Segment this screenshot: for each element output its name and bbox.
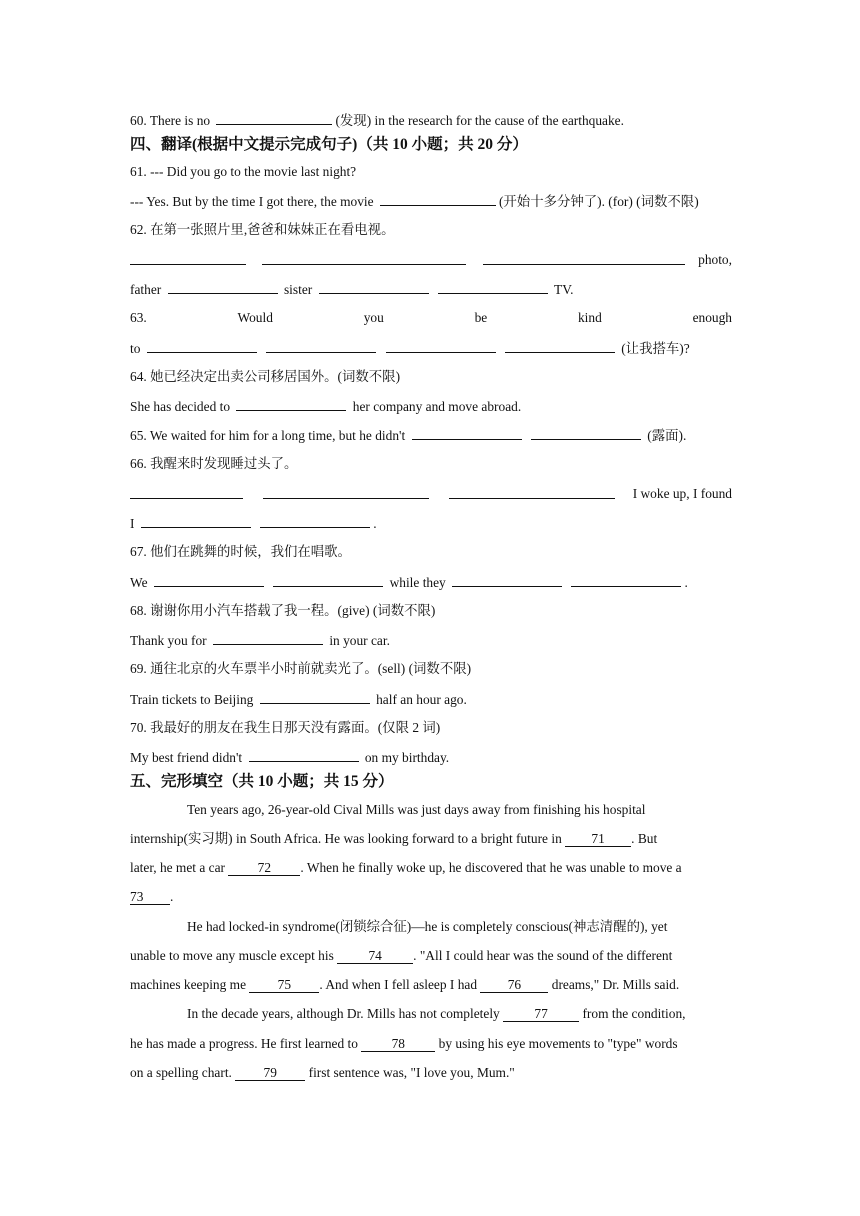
q64-blank[interactable] <box>236 397 346 411</box>
cloze-p1-line-3 <box>130 859 732 877</box>
cloze-p2-line-3 <box>130 976 732 994</box>
cloze-p3-line-1 <box>130 1005 732 1023</box>
cloze-text: first sentence was, "I love you, Mum." <box>308 1065 515 1080</box>
q66-blank-1[interactable] <box>130 485 243 499</box>
q70-post: on my birthday. <box>364 750 450 765</box>
cloze-blank-79[interactable]: 79 <box>235 1065 305 1081</box>
q68-post: in your car. <box>329 633 390 648</box>
q67-blank-4[interactable] <box>571 573 681 587</box>
q64-answer-line <box>130 397 732 416</box>
q66-line-2 <box>130 514 732 533</box>
cloze-blank-73[interactable]: 73 <box>130 889 170 905</box>
q63-hint: (让我搭车)? <box>621 341 690 356</box>
q63-blank-3[interactable] <box>386 339 496 353</box>
q63-blank-4[interactable] <box>505 339 615 353</box>
q67-answer-line <box>130 573 732 592</box>
q69-blank[interactable] <box>260 690 370 704</box>
cloze-p2-line-2 <box>130 947 732 965</box>
cloze-p1-line-2 <box>130 830 732 848</box>
q63-word-be: be <box>474 310 488 325</box>
q62-line-2 <box>130 280 732 299</box>
q70-chinese: 70. 我最好的朋友在我生日那天没有露面。(仅限 2 词) <box>130 720 441 735</box>
q62-blank-5[interactable] <box>319 280 429 294</box>
cloze-blank-72[interactable]: 72 <box>228 860 300 876</box>
cloze-p1-line-1: Ten years ago, 26-year-old Cival Mills was just days away from finishing his hospital <box>187 802 646 817</box>
cloze-text: on a spelling chart. <box>130 1065 232 1080</box>
cloze-text: . But <box>631 831 658 846</box>
q64-pre: She has decided to <box>130 399 231 414</box>
q66-blank-2[interactable] <box>263 485 429 499</box>
q60-blank[interactable] <box>216 111 332 125</box>
q70-blank[interactable] <box>249 748 359 762</box>
q66-tail: I woke up, I found <box>632 486 732 501</box>
q63-to: to <box>130 341 141 356</box>
section-5-heading: 五、完形填空（共 10 小题；共 15 分） <box>130 773 394 790</box>
q68-blank[interactable] <box>213 631 323 645</box>
cloze-p2-line-1: He had locked-in syndrome(闭锁综合征)—he is completely conscious(神志清醒的), yet <box>187 919 668 934</box>
q64-post: her company and move abroad. <box>352 399 522 414</box>
q63-word-you: you <box>363 310 384 325</box>
cloze-text: . And when I fell asleep I had <box>319 977 478 992</box>
q62-photo: photo, <box>698 252 732 267</box>
q67-chinese: 67. 他们在跳舞的时候，我们在唱歌。 <box>130 544 351 559</box>
q62-father: father <box>130 282 162 297</box>
q62-blank-2[interactable] <box>262 251 466 265</box>
q69-pre: Train tickets to Beijing <box>130 692 254 707</box>
q62-chinese: 62. 在第一张照片里,爸爸和妹妹正在看电视。 <box>130 222 395 237</box>
q62-blank-3[interactable] <box>483 251 685 265</box>
q65-blank-1[interactable] <box>412 426 522 440</box>
cloze-blank-75[interactable]: 75 <box>249 977 319 993</box>
q62-blank-6[interactable] <box>438 280 548 294</box>
q67-dot: . <box>684 575 688 590</box>
cloze-blank-78[interactable]: 78 <box>361 1036 435 1052</box>
section-4-heading: 四、翻译(根据中文提示完成句子)（共 10 小题；共 20 分） <box>130 136 528 153</box>
q70-pre: My best friend didn't <box>130 750 243 765</box>
q68-pre: Thank you for <box>130 633 207 648</box>
q67-blank-2[interactable] <box>273 573 383 587</box>
q63-line-1 <box>130 309 732 327</box>
q66-dot: . <box>373 516 377 531</box>
cloze-blank-77[interactable]: 77 <box>503 1006 579 1022</box>
q63-word-enough: enough <box>692 310 732 325</box>
q61-answer-line <box>130 192 732 211</box>
q66-blank-4[interactable] <box>141 514 251 528</box>
cloze-text: from the condition, <box>582 1006 686 1021</box>
q60-hint: (发现) in the research for the cause of the earthquake. <box>335 113 624 128</box>
cloze-text: dreams," Dr. Mills said. <box>551 977 680 992</box>
q70-answer-line <box>130 748 732 767</box>
q65-blank-2[interactable] <box>531 426 641 440</box>
q66-line-1 <box>130 485 732 503</box>
q61-hint: (开始十多分钟了). (for) (词数不限) <box>498 194 699 209</box>
q62-tv: TV. <box>554 282 574 297</box>
cloze-text: internship(实习期) in South Africa. He was looking forward to a bright future in <box>130 831 562 846</box>
q63-word-kind: kind <box>577 310 602 325</box>
q63-blank-2[interactable] <box>266 339 376 353</box>
q66-blank-5[interactable] <box>260 514 370 528</box>
cloze-text: . When he finally woke up, he discovered that he was unable to move a <box>300 860 682 875</box>
q66-blank-3[interactable] <box>449 485 615 499</box>
q67-while: while they <box>389 575 446 590</box>
q67-blank-1[interactable] <box>154 573 264 587</box>
q61-pre: --- Yes. But by the time I got there, the movie <box>130 194 374 209</box>
q61-blank[interactable] <box>380 192 496 206</box>
q69-chinese: 69. 通往北京的火车票半小时前就卖光了。(sell) (词数不限) <box>130 661 472 676</box>
cloze-text: by using his eye movements to "type" words <box>438 1036 678 1051</box>
q65-pre: 65. We waited for him for a long time, but he didn't <box>130 428 406 443</box>
q67-blank-3[interactable] <box>452 573 562 587</box>
q63-word-would: Would <box>237 310 273 325</box>
cloze-blank-74[interactable]: 74 <box>337 948 413 964</box>
cloze-blank-76[interactable]: 76 <box>480 977 548 993</box>
cloze-text: unable to move any muscle except his <box>130 948 334 963</box>
q62-blank-4[interactable] <box>168 280 278 294</box>
q60-text: 60. There is no <box>130 113 211 128</box>
q67-we: We <box>130 575 148 590</box>
q69-answer-line <box>130 690 732 709</box>
q63-blank-1[interactable] <box>147 339 257 353</box>
q62-line-1 <box>130 251 732 269</box>
cloze-text: . "All I could hear was the sound of the different <box>413 948 673 963</box>
q64-chinese: 64. 她已经决定出卖公司移居国外。(词数不限) <box>130 369 401 384</box>
cloze-text: later, he met a car <box>130 860 225 875</box>
q63-number: 63. <box>130 310 147 325</box>
cloze-text: he has made a progress. He first learned to <box>130 1036 358 1051</box>
q65-line <box>130 426 732 445</box>
cloze-p3-line-3 <box>130 1064 732 1082</box>
q66-chinese: 66. 我醒来时发现睡过头了。 <box>130 456 298 471</box>
q68-answer-line <box>130 631 732 650</box>
cloze-text: In the decade years, although Dr. Mills has not completely <box>187 1006 500 1021</box>
q63-line-2 <box>130 339 732 358</box>
cloze-text: machines keeping me <box>130 977 247 992</box>
q62-sister: sister <box>283 282 313 297</box>
q65-hint: (露面). <box>647 428 687 443</box>
q66-i: I <box>130 516 135 531</box>
cloze-p3-line-2 <box>130 1035 732 1053</box>
q61-question: 61. --- Did you go to the movie last night? <box>130 164 357 179</box>
q69-post: half an hour ago. <box>376 692 467 707</box>
cloze-text: . <box>170 889 174 904</box>
cloze-blank-71[interactable]: 71 <box>565 831 631 847</box>
q62-blank-1[interactable] <box>130 251 246 265</box>
q68-chinese: 68. 谢谢你用小汽车搭载了我一程。(give) (词数不限) <box>130 603 436 618</box>
question-60 <box>130 111 732 130</box>
cloze-p1-line-4 <box>130 888 732 906</box>
